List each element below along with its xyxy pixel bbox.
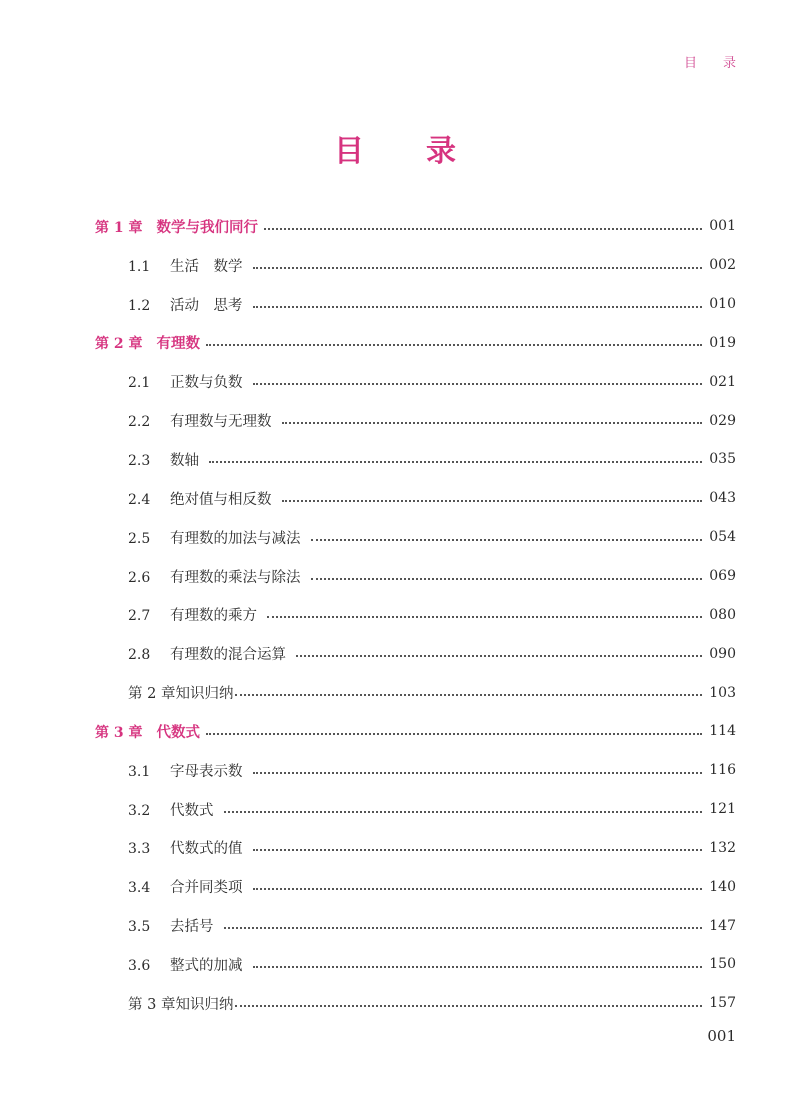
dot-leader	[235, 693, 702, 696]
chapter-title: 代数式	[156, 723, 200, 741]
toc-entry-label	[95, 332, 200, 353]
toc-section-row[interactable]	[0, 906, 790, 945]
section-number: 2.5	[128, 530, 151, 547]
section-title: 有理数的乘方	[170, 608, 257, 625]
summary-title: 第 2 章知识归纳	[128, 686, 234, 703]
section-number: 1.2	[128, 297, 151, 314]
toc-page-number: 029	[709, 412, 736, 429]
toc-entry-label	[128, 410, 272, 431]
dot-leader	[253, 965, 703, 968]
toc-page-number: 121	[709, 801, 736, 818]
toc-section-row[interactable]	[0, 790, 790, 829]
toc-page-number: 116	[709, 762, 736, 779]
section-number: 3.4	[128, 880, 151, 897]
toc-page-number: 001	[709, 218, 736, 235]
toc-page-number: 157	[709, 995, 736, 1012]
toc-entry-label	[128, 371, 243, 392]
chapter-title: 有理数	[156, 335, 200, 353]
chapter-number: 第 3 章	[95, 724, 143, 741]
toc-entry-label	[128, 294, 243, 315]
section-title: 有理数与无理数	[170, 414, 272, 431]
toc-section-row[interactable]	[0, 246, 790, 285]
section-number: 3.3	[128, 841, 151, 858]
section-title: 有理数的加法与减法	[170, 530, 301, 547]
section-number: 2.6	[128, 569, 151, 586]
section-title: 去括号	[170, 919, 214, 936]
dot-leader	[311, 577, 703, 580]
toc-entry-label	[128, 255, 243, 276]
dot-leader	[264, 227, 702, 230]
section-title: 整式的加减	[170, 957, 243, 974]
section-title: 字母表示数	[170, 763, 243, 780]
section-title: 有理数的混合运算	[170, 647, 286, 664]
toc-section-row[interactable]	[0, 945, 790, 984]
toc-entry-label	[128, 799, 214, 820]
toc-entry-label	[128, 527, 301, 548]
dot-leader	[253, 382, 703, 385]
dot-leader	[267, 615, 702, 618]
section-title: 绝对值与相反数	[170, 491, 272, 508]
toc-section-row[interactable]	[0, 557, 790, 596]
toc-entry-label	[95, 721, 200, 742]
toc-entry-label	[128, 954, 243, 975]
dot-leader	[253, 887, 703, 890]
section-title: 合并同类项	[170, 880, 243, 897]
toc-page-number: 069	[709, 568, 736, 585]
toc-entry-label	[128, 604, 257, 625]
toc-section-row[interactable]	[0, 440, 790, 479]
page-title	[0, 126, 790, 170]
section-number: 2.8	[128, 647, 151, 664]
dot-leader	[282, 499, 703, 502]
table-of-contents	[0, 207, 790, 1023]
summary-title: 第 3 章知识归纳	[128, 996, 234, 1013]
toc-section-row[interactable]	[0, 595, 790, 634]
section-number: 2.7	[128, 608, 151, 625]
section-number: 2.4	[128, 491, 151, 508]
toc-entry-label	[128, 566, 301, 587]
section-number: 2.2	[128, 414, 151, 431]
toc-page-number: 132	[709, 839, 736, 856]
running-head	[684, 52, 736, 71]
dot-leader	[206, 343, 702, 346]
toc-section-row[interactable]	[0, 479, 790, 518]
toc-chapter-row[interactable]	[0, 207, 790, 246]
dot-leader	[224, 810, 703, 813]
dot-leader	[224, 926, 703, 929]
toc-summary-row[interactable]	[0, 673, 790, 712]
toc-section-row[interactable]	[0, 829, 790, 868]
dot-leader	[253, 266, 703, 269]
toc-summary-row[interactable]	[0, 984, 790, 1023]
toc-page-number: 035	[709, 451, 736, 468]
toc-entry-label	[128, 876, 243, 897]
chapter-number: 第 2 章	[95, 336, 143, 353]
toc-page-number: 002	[709, 257, 736, 274]
section-title: 活动 思考	[170, 297, 243, 314]
section-number: 2.3	[128, 452, 151, 469]
section-number: 3.1	[128, 763, 151, 780]
toc-section-row[interactable]	[0, 285, 790, 324]
toc-page-number: 043	[709, 490, 736, 507]
toc-chapter-row[interactable]	[0, 324, 790, 363]
toc-page-number: 103	[709, 684, 736, 701]
dot-leader	[253, 848, 703, 851]
section-title: 数轴	[170, 452, 199, 469]
toc-page-number: 114	[709, 723, 736, 740]
dot-leader	[206, 732, 702, 735]
toc-section-row[interactable]	[0, 867, 790, 906]
section-number: 1.1	[128, 258, 151, 275]
toc-page-number: 021	[709, 373, 736, 390]
page-title-char-1: 目	[334, 134, 364, 169]
toc-entry-label	[128, 993, 233, 1014]
toc-page-number: 150	[709, 956, 736, 973]
toc-section-row[interactable]	[0, 362, 790, 401]
section-number: 3.6	[128, 957, 151, 974]
toc-entry-label	[128, 449, 199, 470]
dot-leader	[253, 305, 703, 308]
section-title: 生活 数学	[170, 258, 243, 275]
section-title: 正数与负数	[170, 375, 243, 392]
toc-page-number: 140	[709, 878, 736, 895]
section-title: 有理数的乘法与除法	[170, 569, 301, 586]
toc-section-row[interactable]	[0, 518, 790, 557]
toc-entry-label	[128, 682, 233, 703]
section-title: 代数式	[170, 802, 214, 819]
dot-leader	[282, 421, 703, 424]
toc-entry-label	[95, 216, 258, 237]
chapter-number: 第 1 章	[95, 219, 143, 236]
toc-section-row[interactable]	[0, 401, 790, 440]
toc-entry-label	[128, 915, 214, 936]
dot-leader	[311, 538, 703, 541]
toc-chapter-row[interactable]	[0, 712, 790, 751]
page-title-char-2: 录	[426, 134, 456, 169]
toc-page-number: 090	[709, 645, 736, 662]
chapter-title: 数学与我们同行	[156, 218, 258, 236]
toc-page-number: 019	[709, 334, 736, 351]
page-number: 001	[707, 1027, 736, 1045]
toc-entry-label	[128, 760, 243, 781]
toc-entry-label	[128, 643, 286, 664]
dot-leader	[209, 460, 702, 463]
section-number: 3.2	[128, 802, 151, 819]
toc-page-number: 010	[709, 296, 736, 313]
toc-section-row[interactable]	[0, 751, 790, 790]
section-title: 代数式的值	[170, 841, 243, 858]
dot-leader	[296, 654, 702, 657]
toc-page-number: 147	[709, 917, 736, 934]
running-head-char-1: 目	[683, 56, 697, 71]
toc-page-number: 080	[709, 606, 736, 623]
dot-leader	[235, 1004, 702, 1007]
section-number: 2.1	[128, 375, 151, 392]
section-number: 3.5	[128, 919, 151, 936]
toc-section-row[interactable]	[0, 634, 790, 673]
toc-page-number: 054	[709, 529, 736, 546]
toc-entry-label	[128, 488, 272, 509]
running-head-char-2: 录	[722, 56, 736, 71]
toc-entry-label	[128, 837, 243, 858]
dot-leader	[253, 771, 703, 774]
